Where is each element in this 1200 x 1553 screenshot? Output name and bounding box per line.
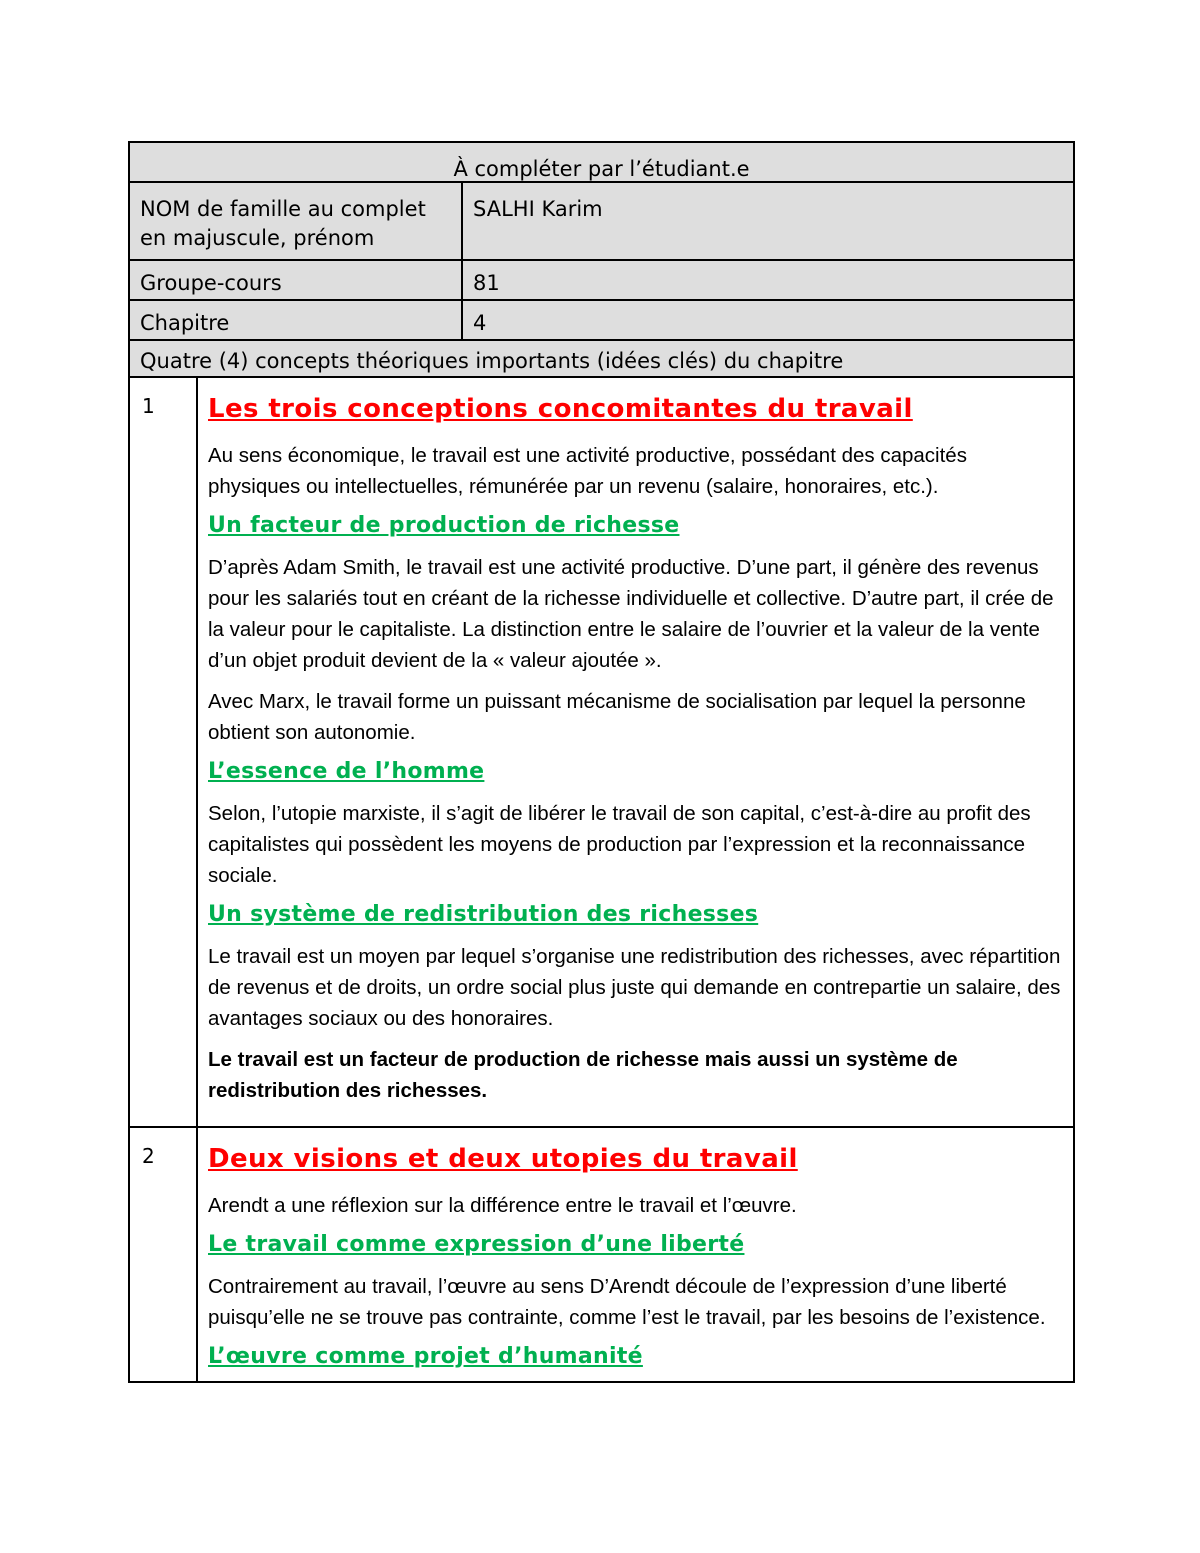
form-table [128, 141, 1075, 1383]
paragraph: Avec Marx, le travail forme un puissant mécanisme de socialisation par lequel la personne obtient son autonomie. [208, 690, 1026, 744]
concept-content [197, 377, 1074, 1127]
summary-paragraph: Le travail est un facteur de production de richesse mais aussi un système de redistribution des richesses. [208, 1048, 958, 1102]
chapter-label: Chapitre [129, 300, 462, 340]
form-header-row [129, 142, 1074, 182]
student-form [128, 141, 1073, 1383]
group-value: 81 [462, 260, 1074, 300]
concepts-title: Quatre (4) concepts théoriques importants (idées clés) du chapitre [129, 340, 1074, 377]
group-label: Groupe-cours [129, 260, 462, 300]
subheading: Un facteur de production de richesse [208, 513, 680, 538]
paragraph: Le travail est un moyen par lequel s’organise une redistribution des richesses, avec répartition de revenus et de droits, un ordre social plus juste qui demande en contrepartie un salaire, des avantages sociaux ou des honoraires. [208, 945, 1061, 1030]
group-row [129, 260, 1074, 300]
concept-heading: Deux visions et deux utopies du travail [208, 1144, 798, 1174]
concept-content [197, 1127, 1074, 1382]
chapter-value: 4 [462, 300, 1074, 340]
subheading: L’œuvre comme projet d’humanité [208, 1344, 643, 1369]
form-header-title: À compléter par l’étudiant.e [129, 142, 1074, 182]
concept-number: 2 [129, 1127, 197, 1382]
concept-intro: Au sens économique, le travail est une activité productive, possédant des capacités physiques ou intellectuelles, rémunérée par un revenu (salaire, honoraires, etc.). [208, 444, 967, 498]
concepts-title-row [129, 340, 1074, 377]
name-label: NOM de famille au complet en majuscule, prénom [129, 182, 462, 260]
chapter-row [129, 300, 1074, 340]
name-row [129, 182, 1074, 260]
concept-row-2 [129, 1127, 1074, 1382]
subheading: Le travail comme expression d’une liberté [208, 1232, 745, 1257]
concept-row-1 [129, 377, 1074, 1127]
name-value: SALHI Karim [462, 182, 1074, 260]
concept-heading: Les trois conceptions concomitantes du travail [208, 394, 913, 424]
paragraph: D’après Adam Smith, le travail est une activité productive. D’une part, il génère des revenus pour les salariés tout en créant de la richesse individuelle et collective. D’autre part, il crée de la valeur pour le capitaliste. La distinction entre le salaire de l’ouvrier et la valeur de la vente d’un objet produit devient de la « valeur ajoutée ». [208, 556, 1054, 672]
subheading: Un système de redistribution des richesses [208, 902, 759, 927]
paragraph: Selon, l’utopie marxiste, il s’agit de libérer le travail de son capital, c’est-à-dire au profit des capitalistes qui possèdent les moyens de production par l’expression et la reconnaissance sociale. [208, 802, 1031, 887]
concept-number: 1 [129, 377, 197, 1127]
subheading: L’essence de l’homme [208, 759, 485, 784]
paragraph: Contrairement au travail, l’œuvre au sens D’Arendt découle de l’expression d’une liberté puisqu’elle ne se trouve pas contrainte, comme l’est le travail, par les besoins de l’existence. [208, 1275, 1046, 1329]
concept-intro: Arendt a une réflexion sur la différence entre le travail et l’œuvre. [208, 1194, 797, 1217]
